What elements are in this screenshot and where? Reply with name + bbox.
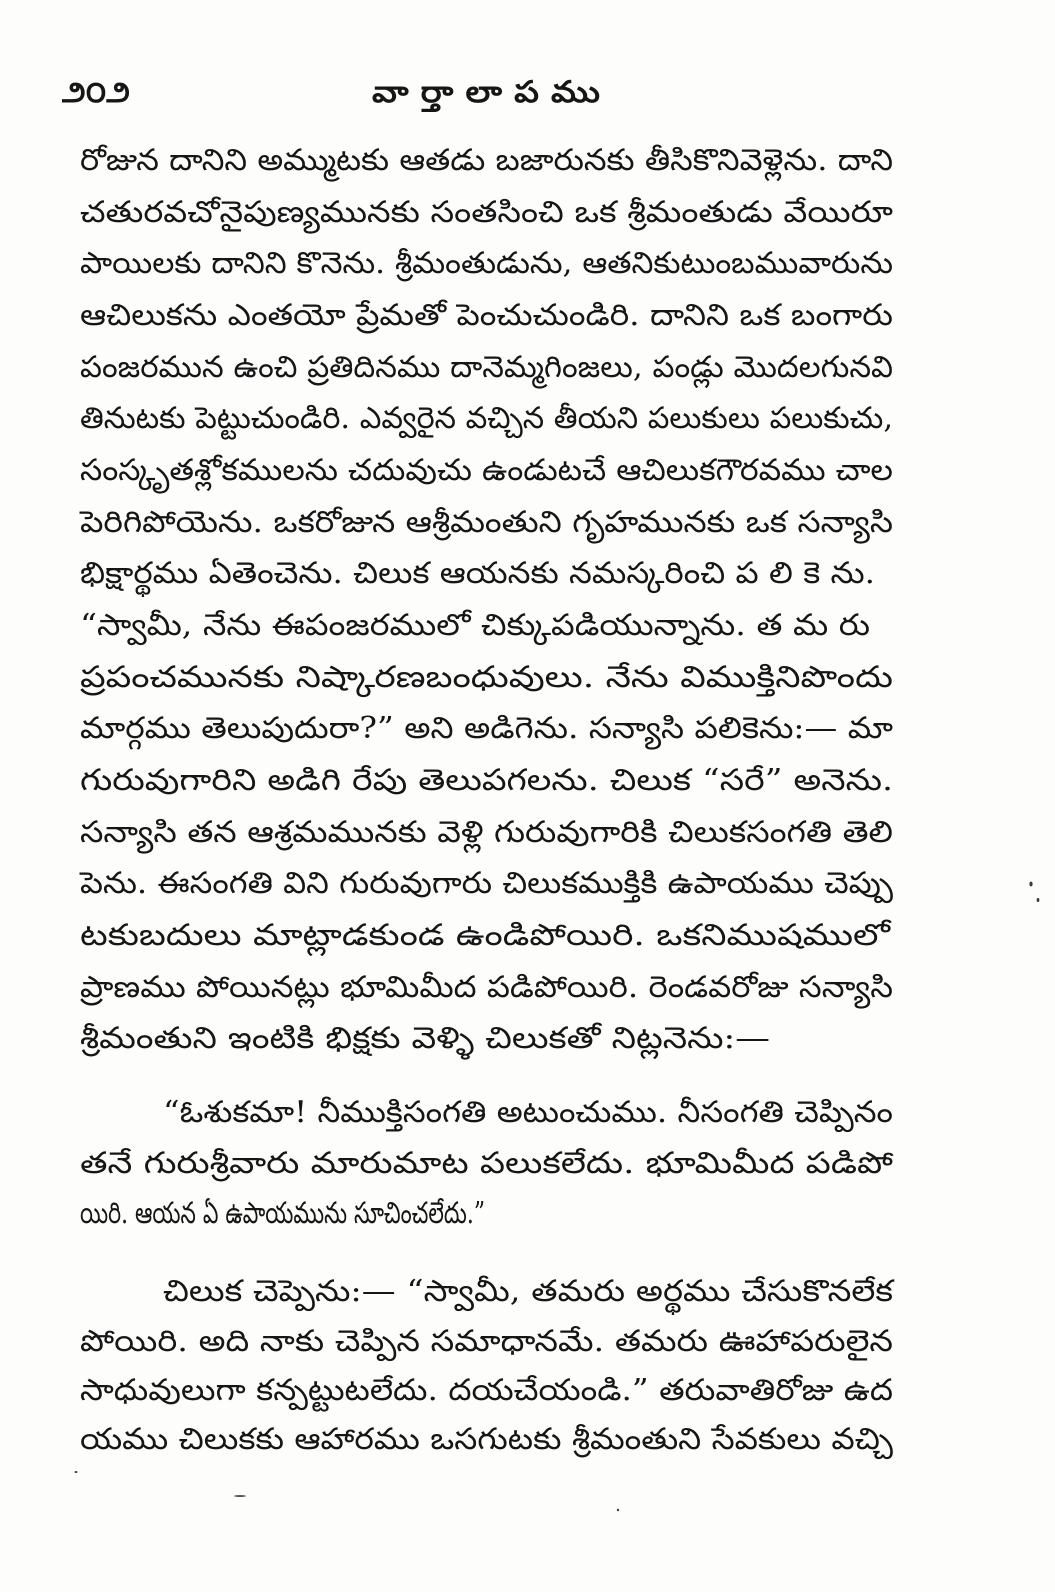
text-line: భిక్షార్థము ఏతెంచెను. చిలుక ఆయనకు నమస్కరించి ప లి కె ను. — [80, 556, 813, 591]
text-line: పంజరమున ఉంచి ప్రతిదినము దానెమ్మగింజలు, పండ్లు మొదలగునవి — [80, 350, 870, 385]
text-line: ప్రపంచమునకు నిష్కారణబంధువులు. నేను విముక్తినిపొందు — [80, 660, 757, 695]
text-line: పోయిరి. అది నాకు చెప్పిన సమాధానమే. తమరు ఊహాపరులైన — [80, 1324, 807, 1359]
page-number: ౨౦౨ — [60, 75, 131, 110]
text-line: ఆచిలుకను ఎంతయో ప్రేమతో పెంచుచుండిరి. దానిని ఒక బంగారు — [80, 298, 825, 333]
text-line: తినుటకు పెట్టుచుండిరి. ఎవ్వరైన వచ్చిన తీయని పలుకులు పలుకుచు, — [80, 401, 882, 436]
text-line: యిరి. ఆయన ఏ ఉపాయమును సూచించలేదు.” — [80, 1196, 486, 1231]
scan-speck — [1029, 882, 1032, 887]
text-line: రోజున దానిని అమ్ముటకు ఆతడు బజారునకు తీసికొనివెళ్లెను. దాని — [80, 143, 836, 178]
text-line: చతురవచోనైపుణ్యమునకు సంతసించి ఒక శ్రీమంతుడు వేయిరూ — [80, 195, 806, 230]
text-line: గురువుగారిని అడిగి రేపు తెలుపగలను. చిలుక “సరే” అనెను. — [80, 763, 893, 798]
text-line: “స్వామీ, నేను ఈపంజరములో చిక్కుపడియున్నాను. త మ రు — [80, 608, 792, 643]
text-line: మార్గము తెలుపుదురా?” అని అడిగెను. సన్యాసి పలికెను:— మా — [80, 711, 824, 746]
text-line: పెరిగిపోయెను. ఒకరోజున ఆశ్రీమంతుని గృహమునకు ఒక సన్యాసి — [80, 505, 821, 540]
text-line: సన్యాసి తన ఆశ్రమమునకు వెళ్లి గురువుగారికి చిలుకసంగతి తెలి — [80, 815, 812, 850]
text-line: చిలుక చెప్పెను:— “స్వామీ, తమరు అర్థము చేసుకొనలేక — [163, 1274, 811, 1309]
text-line: సంస్కృతశ్లోకములను చదువుచు ఉండుటచే ఆచిలుకగౌరవము చాల — [80, 453, 851, 488]
scan-speck — [234, 1495, 246, 1497]
running-title: వా ర్తా లా ప ము — [372, 75, 569, 110]
text-line: శ్రీమంతుని ఇంటికి భిక్షకు వెళ్ళి చిలుకతో నిట్లనెను:— — [80, 1021, 677, 1056]
text-line: టకుబదులు మాట్లాడకుండ ఉండిపోయిరి. ఒకనిముషములో — [80, 918, 757, 953]
scan-speck — [75, 1471, 78, 1473]
text-line: ప్రాణము పోయినట్లు భూమిమీద పడిపోయిరి. రెండవరోజు సన్యాసి — [80, 970, 833, 1005]
text-line: యము చిలుకకు ఆహారము ఒసగుటకు శ్రీమంతుని సేవకులు వచ్చి — [80, 1422, 824, 1457]
text-line: పెను. ఈసంగతి విని గురువుగారు చిలుకముక్తికి ఉపాయము చెప్పు — [80, 866, 834, 901]
text-line: సాధువులుగా కన్పట్టుటలేదు. దయచేయండి.” తరువాతిరోజు ఉద — [80, 1373, 825, 1408]
scan-speck — [617, 1509, 619, 1511]
scan-speck — [1037, 898, 1040, 902]
text-line: పాయిలకు దానిని కొనెను. శ్రీమంతుడును, ఆతనికుటుంబమువారును — [80, 246, 863, 281]
text-line: “ఓశుకమా! నీముక్తిసంగతి అటుంచుము. నీసంగతి చెప్పినం — [163, 1095, 838, 1130]
text-line: తనే గురుశ్రీవారు మారుమాట పలుకలేదు. భూమిమీద పడిపో — [80, 1146, 770, 1181]
